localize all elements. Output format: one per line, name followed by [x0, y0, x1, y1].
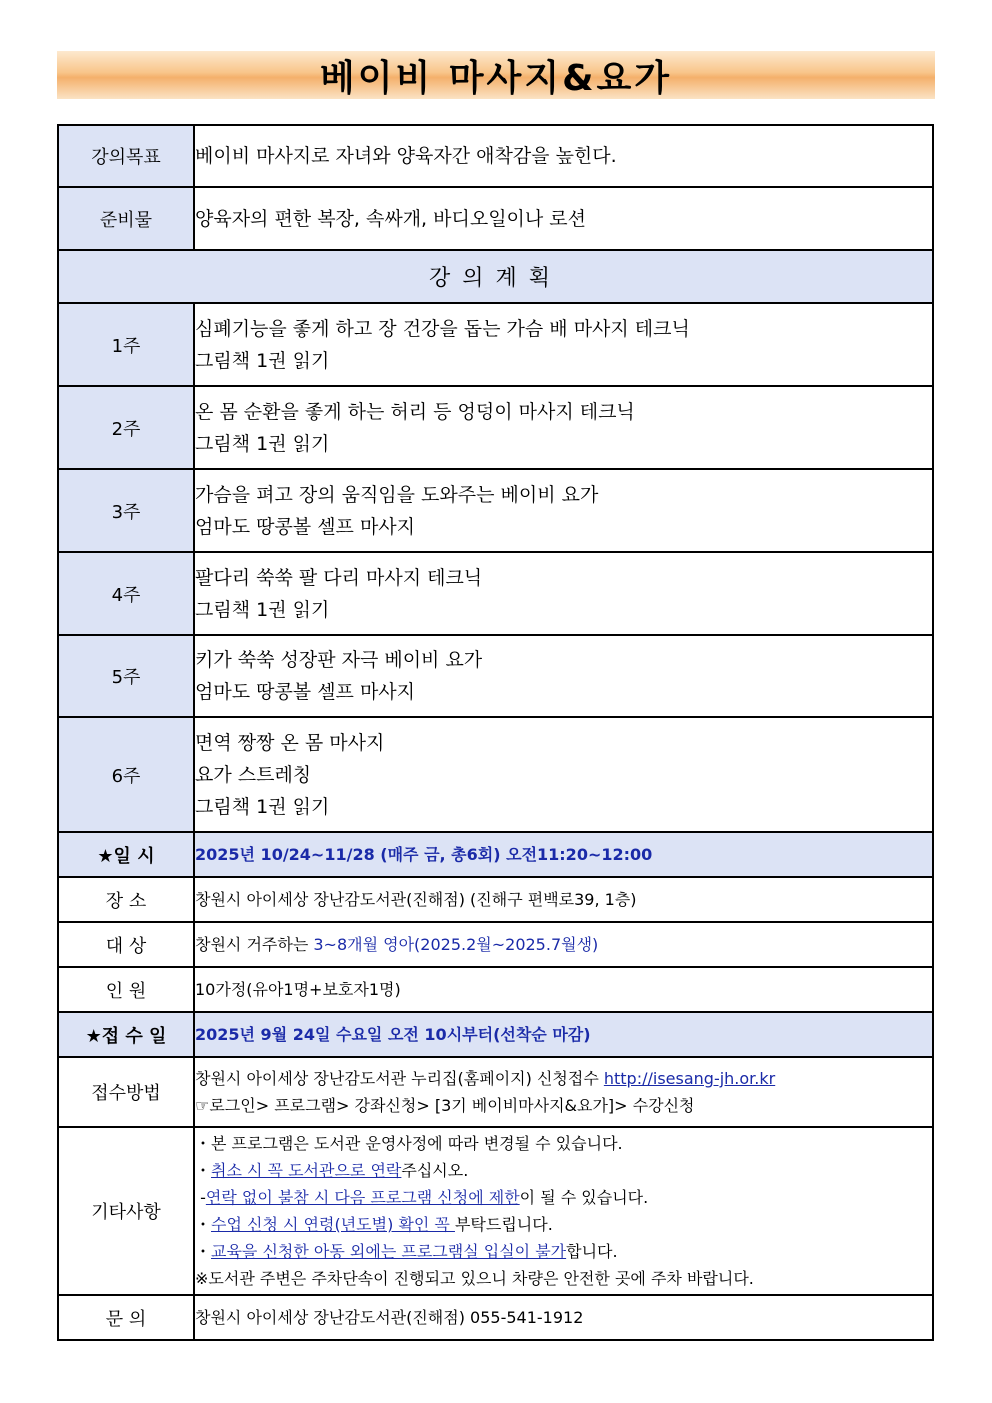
note-tail: 부탁드립니다.: [454, 1215, 553, 1234]
note-dash: -: [195, 1188, 206, 1207]
week-line: 심폐기능을 좋게 하고 장 건강을 돕는 가슴 배 마사지 테크닉: [195, 317, 690, 340]
capacity-label: 인 원: [58, 967, 194, 1012]
week-label: 2주: [58, 386, 194, 469]
schedule-row: [58, 832, 933, 877]
week-line: 그림책 1권 읽기: [195, 432, 330, 455]
week-label: 3주: [58, 469, 194, 552]
week-content: [194, 469, 933, 552]
page-title: 베이비 마사지&요가: [319, 57, 673, 99]
capacity-text: 10가정(유아1명+보호자1명): [194, 967, 933, 1012]
method-content: [194, 1057, 933, 1127]
registration-text: 2025년 9월 24일 수요일 오전 10시부터(선착순 마감): [194, 1012, 933, 1057]
schedule-label: ★일 시: [58, 832, 194, 877]
week-label: 6주: [58, 717, 194, 832]
place-label: 장 소: [58, 877, 194, 922]
note-line: [195, 1184, 932, 1211]
target-prefix: 창원시 거주하는: [195, 935, 314, 954]
week-line: 온 몸 순환을 좋게 하는 허리 등 엉덩이 마사지 테크닉: [195, 400, 635, 423]
note-bullet: ・: [195, 1215, 212, 1234]
note-line: ・본 프로그램은 도서관 운영사정에 따라 변경될 수 있습니다.: [195, 1134, 623, 1153]
week-label: 1주: [58, 303, 194, 386]
week-line: 가슴을 펴고 장의 움직임을 도와주는 베이비 요가: [195, 483, 599, 506]
method-label: 접수방법: [58, 1057, 194, 1127]
week-row: [58, 552, 933, 635]
notes-label: 기타사항: [58, 1127, 194, 1295]
plan-header-row: [58, 250, 933, 303]
contact-text: 창원시 아이세상 장난감도서관(진해점) 055-541-1912: [194, 1295, 933, 1340]
note-bullet: ・: [195, 1242, 212, 1261]
registration-row: [58, 1012, 933, 1057]
note-emphasis: 취소 시 꼭 도서관으로 연락: [211, 1161, 402, 1180]
week-label: 5주: [58, 635, 194, 717]
note-line: ※도서관 주변은 주차단속이 진행되고 있으니 차량은 안전한 곳에 주차 바랍니다.: [195, 1269, 754, 1288]
note-tail: 주십시오.: [401, 1161, 469, 1180]
schedule-text: 2025년 10/24~11/28 (매주 금, 총6회) 오전11:20~12:00: [194, 832, 933, 877]
materials-label: 준비물: [58, 187, 194, 250]
target-row: [58, 922, 933, 967]
week-line: 그림책 1권 읽기: [195, 349, 330, 372]
note-line: [195, 1157, 932, 1184]
place-text: 창원시 아이세상 장난감도서관(진해점) (진해구 편백로39, 1층): [194, 877, 933, 922]
materials-row: [58, 187, 933, 250]
place-row: [58, 877, 933, 922]
week-line: 그림책 1권 읽기: [195, 598, 330, 621]
week-line: 요가 스트레칭: [195, 763, 312, 786]
note-line: [195, 1211, 932, 1238]
method-line2: ☞로그인> 프로그램> 강좌신청> [3기 베이비마사지&요가]> 수강신청: [195, 1096, 695, 1115]
week-line: 그림책 1권 읽기: [195, 795, 330, 818]
week-row: [58, 717, 933, 832]
week-line: 면역 짱짱 온 몸 마사지: [195, 731, 385, 754]
note-bullet: ・: [195, 1161, 212, 1180]
week-row: [58, 386, 933, 469]
week-row: [58, 303, 933, 386]
objective-row: [58, 125, 933, 187]
method-line1: [195, 1065, 932, 1092]
target-text: [194, 922, 933, 967]
notes-row: [58, 1127, 933, 1295]
method-prefix: 창원시 아이세상 장난감도서관 누리집(홈페이지) 신청접수: [195, 1069, 604, 1088]
registration-label: ★접 수 일: [58, 1012, 194, 1057]
week-content: [194, 386, 933, 469]
note-emphasis: 수업 신청 시 연령(년도별) 확인 꼭: [211, 1215, 455, 1234]
title-banner: [57, 51, 935, 99]
materials-text: 양육자의 편한 복장, 속싸개, 바디오일이나 로션: [194, 187, 933, 250]
week-content: [194, 552, 933, 635]
note-emphasis: 교육을 신청한 아동 외에는 프로그램실 입실이 불가: [211, 1242, 567, 1261]
capacity-row: [58, 967, 933, 1012]
target-label: 대 상: [58, 922, 194, 967]
week-line: 엄마도 땅콩볼 셀프 마사지: [195, 681, 416, 703]
objective-label: 강의목표: [58, 125, 194, 187]
program-table: [57, 124, 934, 1341]
plan-header: 강의계획: [58, 250, 933, 303]
note-line: [195, 1238, 932, 1265]
note-tail: 이 될 수 있습니다.: [519, 1188, 649, 1207]
week-content: [194, 717, 933, 832]
week-content: [194, 635, 933, 717]
homepage-link[interactable]: http://isesang-jh.or.kr: [603, 1069, 776, 1088]
contact-row: [58, 1295, 933, 1340]
week-line: 팔다리 쑥쑥 팔 다리 마사지 테크닉: [195, 566, 483, 589]
week-line: 엄마도 땅콩볼 셀프 마사지: [195, 515, 416, 538]
notes-content: [194, 1127, 933, 1295]
week-label: 4주: [58, 552, 194, 635]
target-highlight: 3~8개월 영아(2025.2월~2025.7월생): [313, 935, 599, 954]
week-line: 키가 쑥쑥 성장판 자극 베이비 요가: [195, 649, 483, 671]
contact-label: 문 의: [58, 1295, 194, 1340]
note-emphasis: 연락 없이 불참 시 다음 프로그램 신청에 제한: [205, 1188, 520, 1207]
method-row: [58, 1057, 933, 1127]
week-row: [58, 635, 933, 717]
week-content: [194, 303, 933, 386]
week-row: [58, 469, 933, 552]
note-tail: 합니다.: [566, 1242, 618, 1261]
objective-text: 베이비 마사지로 자녀와 양육자간 애착감을 높힌다.: [194, 125, 933, 187]
